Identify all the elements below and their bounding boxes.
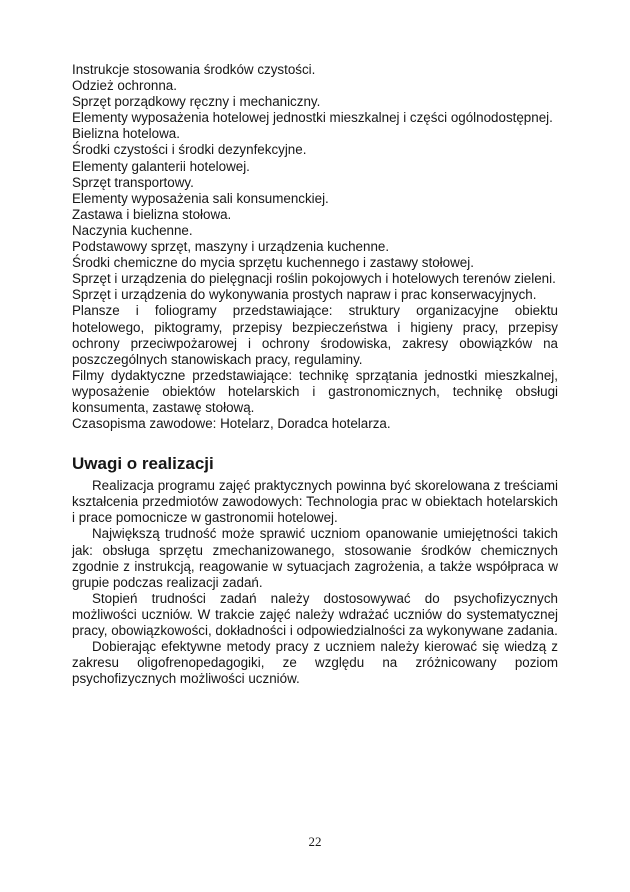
- list-item: Bielizna hotelowa.: [72, 126, 180, 142]
- list-item: Naczynia kuchenne.: [72, 222, 193, 238]
- section-heading: Uwagi o realizacji: [72, 454, 214, 474]
- list-item: Elementy wyposażenia hotelowej jednostki mieszkalnej i części ogólnodostępnej.: [72, 110, 553, 126]
- paragraph: Dobierając efektywne metody pracy z uczniem należy kierować się wiedzą z zakresu oligofrenopedagogiki, ze względu na zróżnicowany poziom psychofizycznych możliwości uczniów.: [72, 639, 558, 687]
- list-item: Elementy wyposażenia sali konsumenckiej.: [72, 190, 329, 206]
- list-item: Sprzęt i urządzenia do wykonywania prostych napraw i prac konserwacyjnych.: [72, 287, 537, 303]
- page-number: 22: [308, 834, 322, 849]
- list-item: Środki czystości i środki dezynfekcyjne.: [72, 142, 307, 158]
- list-item: Instrukcje stosowania środków czystości.: [72, 62, 316, 77]
- list-item: Odzież ochronna.: [72, 78, 177, 94]
- paragraph: Największą trudność może sprawić uczniom opanowanie umiejętności takich jak: obsługa sprzętu zmechanizowanego, stosowanie środków chemicznych zgodnie z instrukcją, reagowanie w sytuacjach zagrożenia, a także współpraca w grupie podczas realizacji zadań.: [72, 526, 558, 590]
- list-item: Sprzęt i urządzenia do pielęgnacji roślin pokojowych i hotelowych terenów zieleni.: [72, 271, 556, 287]
- list-item: Elementy galanterii hotelowej.: [72, 158, 250, 174]
- list-item: Zastawa i bielizna stołowa.: [72, 206, 232, 222]
- list-item: Czasopisma zawodowe: Hotelarz, Doradca hotelarza.: [72, 416, 391, 432]
- list-item: Filmy dydaktyczne przedstawiające: technikę sprzątania jednostki mieszkalnej, wyposażenie obiektów hotelarskich i gastronomicznych, technikę obsługi konsumenta, zastawę stołową.: [72, 367, 558, 415]
- list-item: Sprzęt transportowy.: [72, 174, 194, 190]
- list-item: Plansze i foliogramy przedstawiające: struktury organizacyjne obiektu hotelowego, piktogramy, przepisy bezpieczeństwa i higieny pracy, przepisy ochrony przeciwpożarowej i ochrony środowiska, zakresy obowiązków na poszczególnych stanowiskach pracy, regulaminy.: [72, 303, 558, 367]
- equipment-list: [72, 62, 558, 432]
- list-item: Sprzęt porządkowy ręczny i mechaniczny.: [72, 94, 321, 110]
- paragraph: Realizacja programu zajęć praktycznych powinna być skorelowana z treściami kształcenia przedmiotów zawodowych: Technologia prac w obiektach hotelarskich i prace pomocnicze w gastronomii hotelowej.: [72, 478, 558, 526]
- paragraph: Stopień trudności zadań należy dostosowywać do psychofizycznych możliwości uczniów. W trakcie zajęć należy wdrażać uczniów do systematycznej pracy, obowiązkowości, dokładności i odpowiedzialności za wykonywane zadania.: [72, 590, 558, 638]
- list-item: Podstawowy sprzęt, maszyny i urządzenia kuchenne.: [72, 239, 390, 255]
- page-content: [72, 62, 558, 687]
- list-item: Środki chemiczne do mycia sprzętu kuchennego i zastawy stołowej.: [72, 255, 474, 271]
